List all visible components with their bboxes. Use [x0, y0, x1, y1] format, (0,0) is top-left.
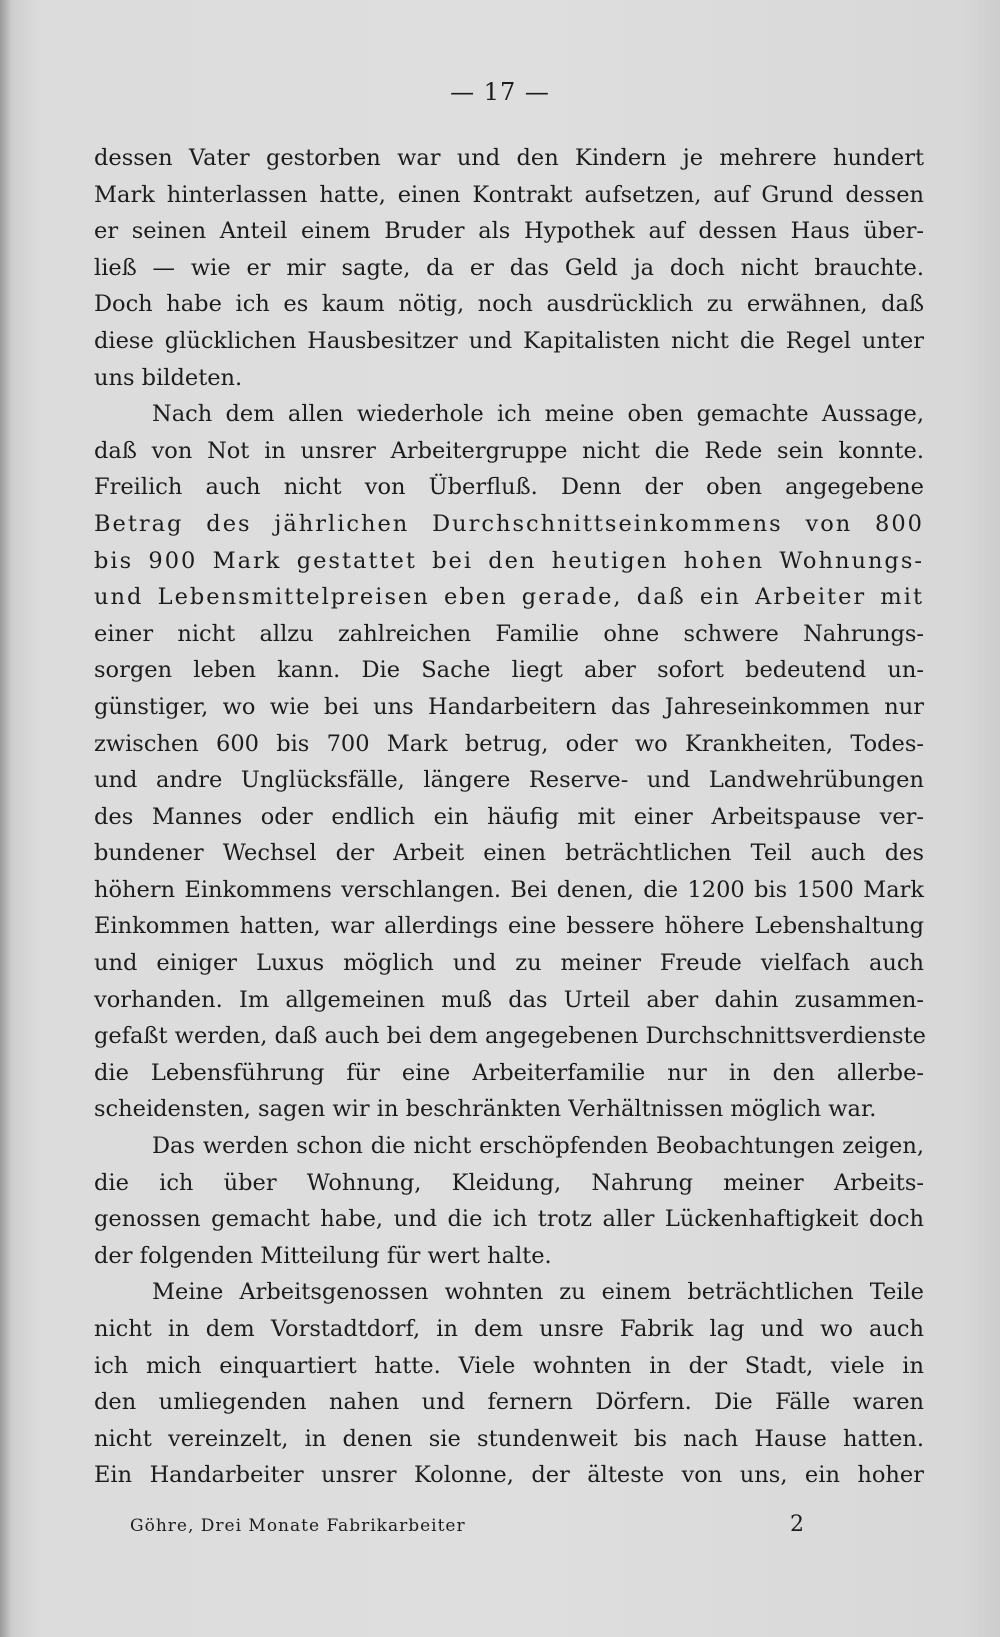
text-line: Einkommen hatten, war allerdings eine bessere höhere Lebenshaltung [94, 913, 924, 940]
paragraph-start-line: Das werden schon die nicht erschöpfenden Beobachtungen zeigen, [152, 1133, 924, 1160]
text-line: uns bildeten. [94, 364, 243, 391]
text-line: Mark hinterlassen hatte, einen Kontrakt aufsetzen, auf Grund dessen [94, 181, 924, 208]
text-line: Doch habe ich es kaum nötig, noch ausdrücklich zu erwähnen, daß [94, 291, 924, 318]
paragraph-start-line: Meine Arbeitsgenossen wohnten zu einem beträchtlichen Teile [152, 1279, 924, 1306]
page-header-number: — 17 — [450, 78, 550, 106]
footer-signature: Göhre, Drei Monate Fabrikarbeiter [130, 1516, 466, 1536]
text-line: zwischen 600 bis 700 Mark betrug, oder wo Krankheiten, Todes- [94, 730, 924, 757]
text-line: den umliegenden nahen und fernern Dörfern. Die Fälle waren [94, 1389, 924, 1416]
text-line: und einiger Luxus möglich und zu meiner Freude vielfach auch [94, 950, 924, 977]
text-line-emphasized: Betrag des jährlichen Durchschnittseinkommens von 800 [94, 510, 924, 537]
text-line: Freilich auch nicht von Überfluß. Denn der oben angegebene [94, 474, 924, 501]
text-line-emphasized: und Lebensmittelpreisen eben gerade, daß ein Arbeiter mit [94, 584, 924, 611]
text-line: ließ — wie er mir sagte, da er das Geld ja doch nicht brauchte. [94, 254, 924, 281]
text-line: diese glücklichen Hausbesitzer und Kapitalisten nicht die Regel unter [94, 327, 924, 354]
page-binding-shadow [0, 0, 10, 1637]
text-line: ich mich einquartiert hatte. Viele wohnten in der Stadt, viele in [94, 1352, 924, 1379]
text-line-emphasized: bis 900 Mark gestattet bei den heutigen hohen Wohnungs- [94, 547, 924, 574]
text-line: sorgen leben kann. Die Sache liegt aber sofort bedeutend un- [94, 657, 924, 684]
text-line: des Mannes oder endlich ein häufig mit einer Arbeitspause ver- [94, 803, 924, 830]
text-line: vorhanden. Im allgemeinen muß das Urteil aber dahin zusammen- [94, 986, 924, 1013]
text-line: die Lebensführung für eine Arbeiterfamilie nur in den allerbe- [94, 1059, 924, 1086]
paragraph-start-line: Nach dem allen wiederhole ich meine oben gemachte Aussage, [152, 401, 924, 428]
footer-sheet-number: 2 [790, 1512, 804, 1537]
text-line: nicht vereinzelt, in denen sie stundenweit bis nach Hause hatten. [94, 1425, 924, 1452]
text-line: höhern Einkommens verschlangen. Bei denen, die 1200 bis 1500 Mark [94, 876, 924, 903]
text-line: nicht in dem Vorstadtdorf, in dem unsre Fabrik lag und wo auch [94, 1316, 924, 1342]
text-line: genossen gemacht habe, und die ich trotz aller Lückenhaftigkeit doch [94, 1206, 924, 1233]
text-line: Ein Handarbeiter unsrer Kolonne, der älteste von uns, ein hoher [94, 1462, 924, 1489]
text-line-emphasized: einer nicht allzu zahlreichen Familie ohne schwere Nahrungs- [94, 620, 924, 647]
text-line: die ich über Wohnung, Kleidung, Nahrung meiner Arbeits- [94, 1169, 924, 1196]
text-line: günstiger, wo wie bei uns Handarbeitern das Jahreseinkommen nur [94, 693, 924, 720]
text-line: gefaßt werden, daß auch bei dem angegebenen Durchschnittsverdienste [94, 1023, 926, 1050]
text-line: der folgenden Mitteilung für wert halte. [94, 1242, 552, 1269]
text-line: dessen Vater gestorben war und den Kindern je mehrere hundert [94, 145, 924, 171]
text-line: bundener Wechsel der Arbeit einen beträchtlichen Teil auch des [94, 840, 924, 867]
text-line: und andre Unglücksfälle, längere Reserve- und Landwehrübungen [94, 767, 924, 794]
text-line: daß von Not in unsrer Arbeitergruppe nicht die Rede sein konnte. [94, 437, 924, 464]
text-line: er seinen Anteil einem Bruder als Hypothek auf dessen Haus über- [94, 218, 924, 245]
body-text [94, 140, 924, 1494]
text-line: scheidensten, sagen wir in beschränkten Verhältnissen möglich war. [94, 1096, 877, 1123]
